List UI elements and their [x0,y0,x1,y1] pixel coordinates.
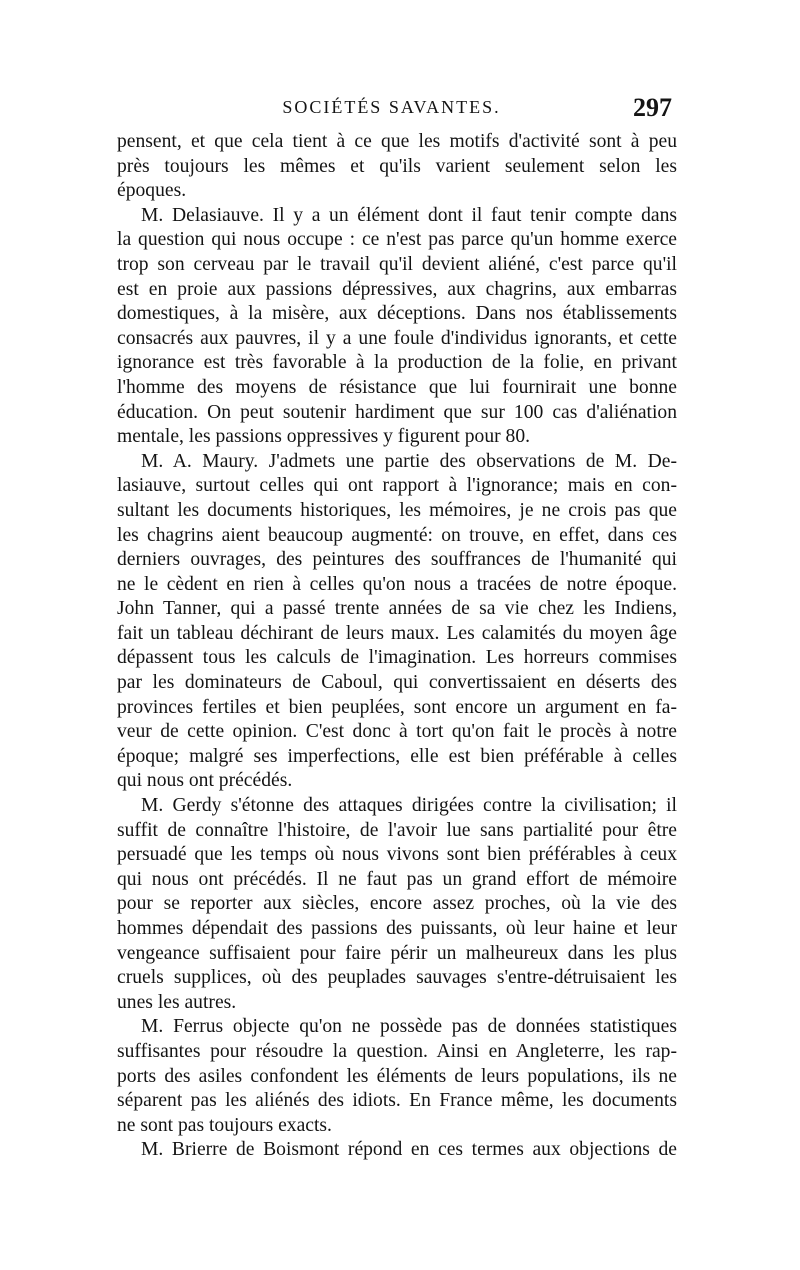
page-header [113,93,670,127]
text-line: M. Gerdy s'étonne des attaques dirigées contre la civilisation; il [141,795,677,817]
text-line: John Tanner, qui a passé trente années de sa vie chez les Indiens, [117,598,677,620]
text-line: M. Delasiauve. Il y a un élément dont il faut tenir compte dans [141,204,677,226]
text-line: qui nous ont précédés. Il ne faut pas un grand effort de mémoire [117,868,677,890]
text-line: M. A. Maury. J'admets une partie des observations de M. De- [141,450,677,472]
running-title: SOCIÉTÉS SAVANTES. [282,97,501,117]
text-line: ne sont pas toujours exacts. [117,1114,332,1136]
text-line: qui nous ont précédés. [117,770,293,792]
text-line: pour se reporter aux siècles, encore assez proches, où la vie des [117,893,677,915]
text-line: époques. [117,180,187,202]
text-line: persuadé que les temps où nous vivons sont bien préférables à ceux [117,844,677,866]
text-line: M. Ferrus objecte qu'on ne possède pas de données statistiques [141,1016,677,1038]
text-line: consacrés aux pauvres, il y a une foule d'individus ignorants, et cette [117,327,677,349]
text-line: les chagrins aient beaucoup augmenté: on trouve, en effet, dans ces [117,524,677,546]
text-line: vengeance suffisaient pour faire périr un malheureux dans les plus [117,942,677,964]
text-line: séparent pas les aliénés des idiots. En France même, les documents [117,1090,677,1112]
text-line: est en proie aux passions dépressives, aux chagrins, aux embarras [117,278,677,300]
text-line: la question qui nous occupe : ce n'est pas parce qu'un homme exerce [117,229,677,251]
text-line: ports des asiles confondent les éléments de leurs populations, ils ne [117,1065,677,1087]
text-line: domestiques, à la misère, aux déceptions. Dans nos établissements [117,303,677,325]
text-line: éducation. On peut soutenir hardiment que sur 100 cas d'aliénation [117,401,677,423]
page-number: 297 [633,93,672,122]
text-line: pensent, et que cela tient à ce que les motifs d'activité sont à peu [117,131,677,152]
text-line: veur de cette opinion. C'est donc à tort qu'on fait le procès à notre [117,721,677,743]
text-line: ne le cèdent en rien à celles qu'on nous a tracées de notre époque. [117,573,677,595]
text-line: époque; malgré ses imperfections, elle est bien préférable à celles [117,745,677,767]
text-line: l'homme des moyens de résistance que lui fournirait une bonne [117,376,677,398]
text-line: M. Brierre de Boismont répond en ces termes aux objections de [141,1139,677,1161]
text-line: suffisantes pour résoudre la question. Ainsi en Angleterre, les rap- [117,1040,677,1062]
text-line: près toujours les mêmes et qu'ils varient seulement selon les [117,155,677,177]
text-line: derniers ouvrages, des peintures des souffrances de l'humanité qui [117,549,677,571]
text-line: hommes dépendait des passions des puissants, où leur haine et leur [117,918,677,939]
text-line: mentale, les passions oppressives y figurent pour 80. [117,426,531,448]
text-line: cruels supplices, où des peuplades sauvages s'entre-détruisaient les [117,967,677,989]
text-line: dépassent tous les calculs de l'imagination. Les horreurs commises [117,647,677,669]
text-line: lasiauve, surtout celles qui ont rapport à l'ignorance; mais en con- [117,475,677,497]
text-line: ignorance est très favorable à la production de la folie, en privant [117,352,677,374]
text-line: sultant les documents historiques, les mémoires, je ne crois pas que [117,499,677,521]
text-line: provinces fertiles et bien peuplées, sont encore un argument en fa- [117,696,677,718]
body-text [117,130,677,1163]
text-line: par les dominateurs de Caboul, qui convertissaient en déserts des [117,672,677,694]
text-line: fait un tableau déchirant de leurs maux. Les calamités du moyen âge [117,622,677,644]
text-line: suffit de connaître l'histoire, de l'avoir lue sans partialité pour être [117,819,677,841]
text-line: unes les autres. [117,991,237,1013]
text-line: trop son cerveau par le travail qu'il devient aliéné, c'est parce qu'il [117,253,677,275]
